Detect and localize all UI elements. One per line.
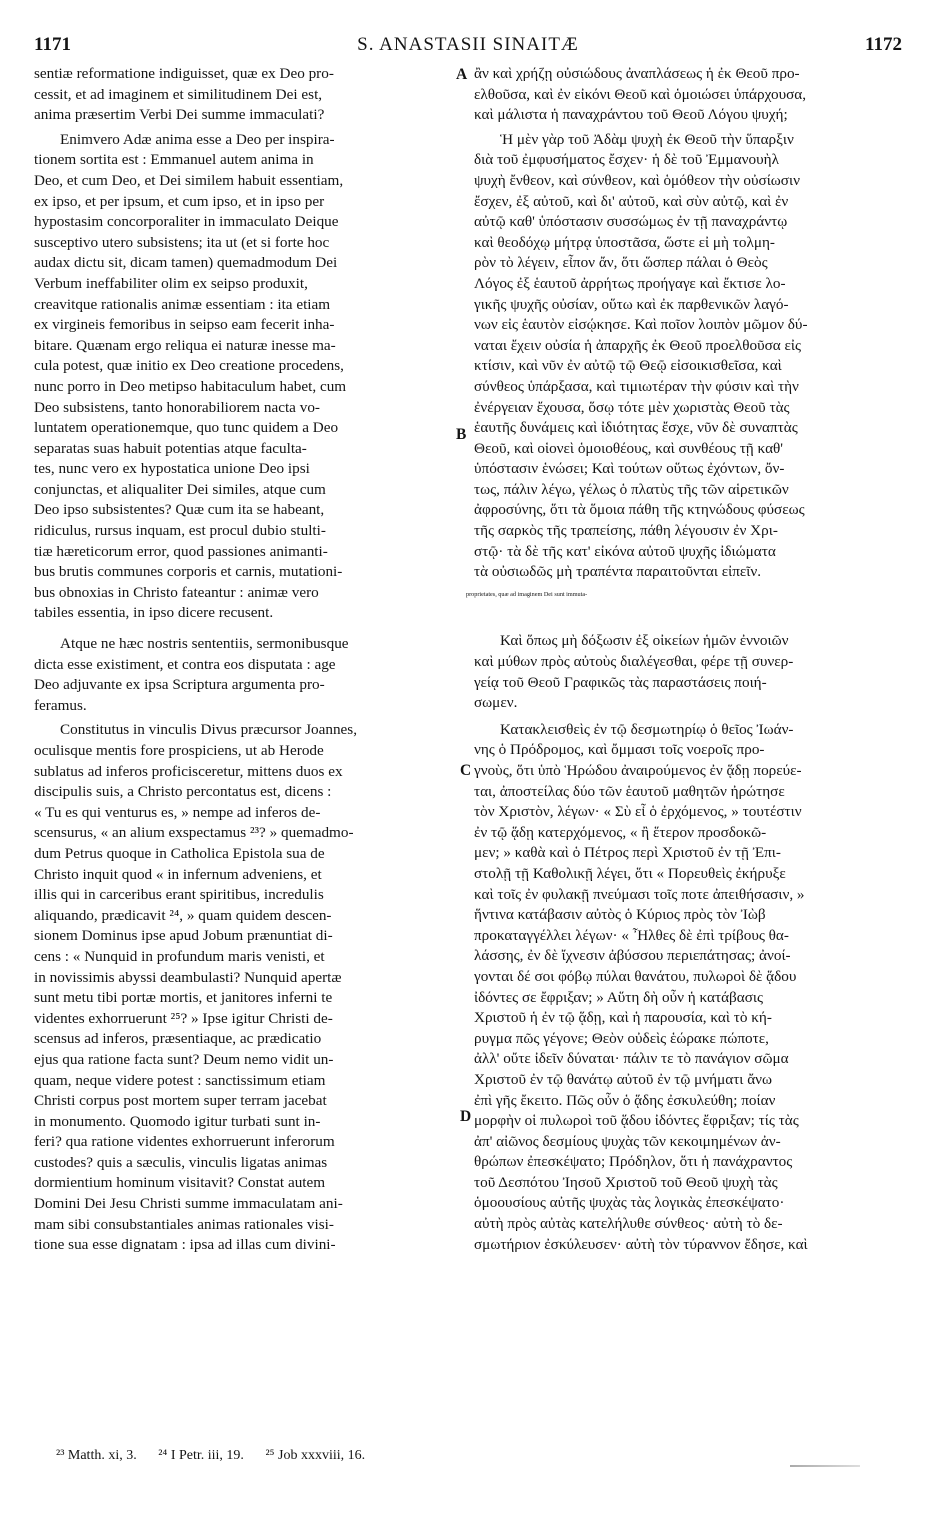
text-line: καὶ μάλιστα ἡ παναχράντου τοῦ Θεοῦ Λόγου ψυχή; xyxy=(474,106,788,124)
text-line: tabiles essentia, in ipso dicere recusent. xyxy=(34,604,274,622)
text-line: τὰ οὐσιωδῶς μὴ τραπέντα παραιτοῦνται εἰπεῖν. xyxy=(474,563,762,581)
text-line: luntatem operationemque, quo tunc quidem a Deo xyxy=(34,419,339,437)
text-line: ἐν τῷ ᾅδῃ κατερχόμενος, « ἢ ἕτερον προσδοκῶ- xyxy=(474,823,767,841)
text-line: ἀλλ' οὔτε ἰδεῖν δύναται· πάλιν τε τὸ πανάγιον σῶμα xyxy=(474,1050,789,1068)
greek-paragraph-2 xyxy=(474,130,898,583)
section-marker-d: D xyxy=(460,1108,472,1125)
text-line: διὰ τοῦ ἐμφυσήματος ἔσχεν· ἡ δὲ τοῦ Ἐμμανουὴλ xyxy=(474,151,779,169)
text-line: στῷ· τὰ δὲ τῆς κατ' εἰκόνα αὐτοῦ ψυχῆς ἰδιώματα xyxy=(474,542,776,560)
text-line: oculisque mentis fore prospiciens, ut ab Herode xyxy=(34,742,324,759)
text-line: sunt metu tibi portæ mortis, et janitores inferni te xyxy=(34,989,333,1007)
text-line: videntes exhorruerunt ²⁵? » Ipse igitur Christi de- xyxy=(34,1009,333,1027)
text-line: μορφὴν οἱ πυλωροὶ τοῦ ᾅδου ἰδόντες ἔφριξαν; τίς τὰς xyxy=(474,1112,799,1130)
text-line: σύνθεος ὑπάρξασα, καὶ τιμιωτέραν τὴν φύσιν καὶ τὴν xyxy=(474,377,799,395)
footnote-23: ²³ Matth. xi, 3. xyxy=(56,1448,137,1463)
text-line: ἥντινα κατάβασιν αὐτὸς ὁ Κύριος πρὸς τὸν Ἰὼβ xyxy=(474,906,766,924)
text-line: tiæ hæreticorum error, quod passiones animanti- xyxy=(34,542,328,560)
text-line: quam, neque videre potest : sanctissimum etiam xyxy=(34,1071,326,1089)
footnote-25: ²⁵ Job xxxviii, 16. xyxy=(265,1448,366,1463)
text-line: tione sua esse dignatam : ipsa ad illas cum divini- xyxy=(34,1236,336,1254)
page-header xyxy=(34,34,902,58)
text-line: sionem Dominus ipse apud Jobum prænuntiat di- xyxy=(34,927,333,945)
text-line: Christo inquit quod « in infernum adveniens, et xyxy=(34,865,322,883)
text-line: ἂν καὶ χρήζῃ οὐσιώδους ἀναπλάσεως ἡ ἐκ Θεοῦ προ- xyxy=(474,65,800,82)
text-line: τοῦ Δεσπότου Ἰησοῦ Χριστοῦ τοῦ Θεοῦ ψυχὴ τὰς xyxy=(474,1173,778,1191)
text-line: γονται δέ σοι φόβῳ πύλαι θανάτου, πυλωροὶ δὲ ᾅδου xyxy=(474,967,797,985)
column-number-left: 1171 xyxy=(34,34,71,55)
text-line: Καὶ ὅπως μὴ δόξωσιν ἐξ οἰκείων ἡμῶν ἐννοιῶν xyxy=(500,632,789,650)
text-line: καὶ θεοδόχῳ μήτρᾳ ὑποστᾶσα, ὥστε εἰ μὴ τολμη- xyxy=(474,233,775,251)
text-line: dum Petrus quoque in Catholica Epistola sua de xyxy=(34,844,325,862)
text-line: ἔσχεν, ἐξ αὐτοῦ, καὶ δι' αὐτοῦ, καὶ σὺν αὐτῷ, καὶ ἐν xyxy=(474,192,789,210)
section-marker-c: C xyxy=(460,762,472,779)
greek-paragraph-3 xyxy=(474,631,898,713)
text-line: ἑαυτῆς δυνάμεις καὶ ἰδιότητας ἔσχε, νῦν δὲ συναπτὰς xyxy=(474,419,798,437)
text-line: ἀπ' αἰῶνος δεσμίους ψυχὰς τῶν κεκοιμημένων ἀν- xyxy=(474,1132,781,1150)
text-line: Ἡ μὲν γὰρ τοῦ Ἀδὰμ ψυχὴ ἐκ Θεοῦ τὴν ὕπαρξιν xyxy=(500,130,794,148)
text-line: Christi corpus post mortem super terram jacebat xyxy=(34,1092,327,1110)
text-line: τῆς σαρκὸς τῆς τραπείσης, πάθη λέγουσιν ἐν Χρι- xyxy=(474,522,778,540)
text-line: tionem sortita est : Emmanuel autem anima in xyxy=(34,151,314,169)
text-line: ex virgineis femoribus in seipso eam fecerit inha- xyxy=(34,316,335,334)
text-line: Atque ne hæc nostris sententiis, sermonibusque xyxy=(60,635,349,653)
text-line: feramus. xyxy=(34,696,87,714)
latin-continuation-line: proprietates, quæ ad imaginem Dei sunt immuta- xyxy=(466,590,588,598)
greek-paragraph-4 xyxy=(474,720,898,1255)
text-line: conjunctas, et aliqualiter Dei similes, atque cum xyxy=(34,480,326,498)
text-line: sublatus ad inferos proficisceretur, mittens duos ex xyxy=(34,762,343,780)
text-line: dormientium hominum visitavit? Constat autem xyxy=(34,1174,326,1192)
text-line: ται, ἀποστείλας δύο τῶν ἑαυτοῦ μαθητῶν ἠρώτησε xyxy=(474,782,785,800)
text-line: μεν; » καθὰ καὶ ὁ Πέτρος περὶ Χριστοῦ ἐν τῇ Ἐπι- xyxy=(474,844,781,862)
text-line: in novissimis abyssi deambulasti? Nunquid apertæ xyxy=(34,968,342,986)
text-line: ρυγμα πῶς γέγονε; Θεὸν οὐδεὶς ἑώρακε πώποτε, xyxy=(474,1029,769,1047)
text-line: σμωτήριον ἐσκύλευσεν· αὐτὴ τὸν τύραννον ἔδησε, καὶ xyxy=(474,1235,808,1253)
text-line: Deo adjuvante ex ipsa Scriptura argumenta pro- xyxy=(34,676,325,694)
text-line: στολῇ τῇ Καθολικῇ λέγει, ὅτι « Πορευθεὶς ἐκήρυξε xyxy=(474,864,786,882)
text-line: λάσσης, ἐν δὲ ἴχνεσιν ἀβύσσου περιεπάτησας; ἀνοί- xyxy=(474,947,791,965)
latin-paragraph-2 xyxy=(34,130,454,624)
text-line: ἀφροσύνης, ὅτι τὰ ὅμοια πάθη τῆς κτηνώδους φύσεως xyxy=(474,501,805,519)
text-line: audax dictu sit, dicam tamen) quemadmodum Dei xyxy=(34,254,338,272)
text-line: Λόγος ἐξ ἑαυτοῦ ἀρρήτως προήγαγε καὶ ἔκτισε λο- xyxy=(474,274,786,292)
section-marker-b: B xyxy=(456,426,467,443)
text-line: ejus qua ratione facta sunt? Deum nemo vidit un- xyxy=(34,1050,334,1068)
text-line: anima præsertim Verbi Dei summe immaculati? xyxy=(34,106,325,124)
latin-paragraph-4 xyxy=(34,720,454,1255)
text-line: Deo ipso subsistentes? Quæ cum ita se habeant, xyxy=(34,501,325,519)
text-line: προκαταγγέλλει λέγων· « Ἦλθες δὲ ἐπὶ τρίβους θα- xyxy=(474,926,789,944)
latin-paragraph-3 xyxy=(34,634,454,716)
text-line: Verbum ineffabiliter olim ex seipso produxit, xyxy=(34,274,308,292)
text-line: Χριστοῦ ἐν τῷ θανάτῳ αὐτοῦ ἐν τῷ μνήματι ἄνω xyxy=(474,1070,773,1088)
text-line: hypostasim concorporaliter in immaculato Deique xyxy=(34,213,339,231)
text-line: creavitque rationalis animæ essentiam : ita etiam xyxy=(34,295,331,313)
text-line: ὁμοουσίους αὐτῆς ψυχὰς τὰς λογικὰς ἐπεσκέψατο· xyxy=(474,1194,785,1212)
text-line: dicta esse existiment, et contra eos disputata : age xyxy=(34,655,336,673)
text-line: ρὸν τὸ λέγειν, εἶπον ἄν, ὅτι ὥσπερ πάλαι ὁ Θεὸς xyxy=(474,254,768,272)
text-line: ἐπὶ γῆς ἔκειτο. Πῶς οὖν ὁ ᾅδης ἐσκυλεύθη; ποίαν xyxy=(474,1091,776,1109)
text-line: scensus ad inferos, præsentiaque, ac prædicatio xyxy=(34,1030,322,1048)
text-line: γικῆς ψυχῆς οὐσίαν, οὕτω καὶ ἐκ παρθενικῶν λαγό- xyxy=(474,295,789,313)
text-line: κτίσιν, καὶ νῦν ἐν αὐτῷ τῷ Θεῷ εἰσοικισθεῖσα, καὶ xyxy=(474,357,782,375)
text-line: γείᾳ τοῦ Θεοῦ Γραφικῶς τὰς παραστάσεις ποιή- xyxy=(474,673,767,691)
text-line: cessit, et ad imaginem et similitudinem Dei est, xyxy=(34,85,323,103)
text-line: separatas suas habuit potentias atque faculta- xyxy=(34,439,307,457)
text-line: γνοὺς, ὅτι ὑπὸ Ἡρώδου ἀναιρούμενος ἐν ᾅδῃ πορεύε- xyxy=(474,762,802,779)
text-line: Θεοῦ, καὶ οἱονεὶ ὁμοιοθέους, καὶ συνθέους τῇ καθ' xyxy=(474,439,784,457)
text-line: σωμεν. xyxy=(474,694,518,712)
text-line: « Tu es qui venturus es, » nempe ad inferos de- xyxy=(34,803,321,821)
text-line: in monumento. Quomodo igitur turbati sunt in- xyxy=(34,1112,321,1130)
text-line: Constitutus in vinculis Divus præcursor Joannes, xyxy=(60,721,357,739)
text-line: ἐνέργειαν ἔχουσα, ὅσῳ τότε μὲν χωριστὰς Θεοῦ τὰς xyxy=(474,398,790,416)
text-line: ελθοῦσα, καὶ ἐν εἰκόνι Θεοῦ καὶ ὁμοιώσει ὑπάρχουσα, xyxy=(474,85,807,103)
text-line: καὶ μύθων πρὸς αὐτοὺς διαλέγεσθαι, φέρε τῇ συνερ- xyxy=(474,653,794,671)
text-line: αὐτῷ καθ' ὑπόστασιν συσσώμως ἐν τῇ παναχράντῳ xyxy=(474,213,788,231)
text-line: custodes? quis a sæculis, vinculis ligatas animas xyxy=(34,1153,328,1171)
text-line: ἰδόντες σε ἔφριξαν; » Αὕτη δὴ οὖν ἡ κατάβασις xyxy=(474,988,764,1006)
latin-paragraph-1 xyxy=(34,64,454,126)
text-line: ex ipso, et per ipsum, et cum ipso, et in ipso per xyxy=(34,192,325,210)
text-line: ridiculus, rursus inquam, est procul dubio stulti- xyxy=(34,522,326,540)
text-line: Domini Dei Jesu Christi summe immaculatam ani- xyxy=(34,1195,343,1213)
text-line: ὑπόστασιν ἑνώσει; Καὶ τούτων οὕτως ἐχόντων, ὄν- xyxy=(474,460,785,478)
text-line: θρώπων ἐπεσκέψατο; Πρόδηλον, ὅτι ἡ πανάχραντος xyxy=(474,1153,793,1171)
text-line: mam sibi consubstantiales animas rationales visi- xyxy=(34,1215,334,1233)
text-line: nunc porro in Deo metipso habitaculum habet, cum xyxy=(34,377,347,395)
text-line: bus brutis communes corporis et carnis, mutationi- xyxy=(34,563,343,581)
greek-column xyxy=(466,64,898,1255)
text-line: νης ὁ Πρόδρομος, καὶ ὄμμασι τοῖς νοεροῖς προ- xyxy=(474,741,765,759)
text-line: ψυχὴ ἔνθεον, καὶ σύνθεον, καὶ ὁμόθεον τὴν οὐσίωσιν xyxy=(474,171,800,189)
text-line: aliquando, prædicavit ²⁴, » quam quidem descen- xyxy=(34,906,332,924)
text-line: ναται ἔχειν οὐσία ἡ ἀπαρχῆς ἐκ Θεοῦ προελθοῦσα εἰς xyxy=(474,336,802,354)
text-line: susceptivo utero subsistens; ita ut (et si forte hoc xyxy=(34,233,330,251)
column-number-right: 1172 xyxy=(865,34,902,55)
text-line: τως, πάλιν λέγω, γέλως ὁ πλατὺς τῆς τῶν αἱρετικῶν xyxy=(474,480,789,498)
text-line: bus obnoxias in Christo fateantur : animæ vero xyxy=(34,583,319,601)
greek-paragraph-1 xyxy=(474,64,898,126)
text-line: νων εἰς ἑαυτὸν εἰσῴκησε. Καὶ ποῖον λοιπὸν μῶμον δύ- xyxy=(474,316,808,334)
section-marker-a: A xyxy=(456,66,468,83)
text-line: scensurus, « an alium exspectamus ²³? » quemadmo- xyxy=(34,824,354,842)
text-line: Enimvero Adæ anima esse a Deo per inspira- xyxy=(60,130,335,148)
print-smudge xyxy=(790,1465,860,1467)
text-line: cens : « Nunquid in profundum maris venisti, et xyxy=(34,947,325,965)
footnotes xyxy=(56,1448,383,1464)
text-line: Deo, et cum Deo, et Dei similem habuit essentiam, xyxy=(34,171,344,189)
text-line: feri? qua ratione videntes exhorruerunt inferorum xyxy=(34,1133,335,1151)
text-line: καὶ τοῖς ἐν φυλακῇ πνεύμασι τοῖς ποτε ἀπειθήσασιν, » xyxy=(474,885,805,903)
text-line: αὐτὴ πρὸς αὐτὰς κατελήλυθε σύνθεος· αὐτὴ τὸ δε- xyxy=(474,1215,783,1233)
text-line: tes, nunc vero ex hypostatica unione Deo ipsi xyxy=(34,460,310,478)
text-line: cula potest, quæ initio ex Deo creatione procedens, xyxy=(34,357,344,375)
latin-column xyxy=(34,64,454,1256)
text-line: Χριστοῦ ἡ ἐν τῷ ᾅδῃ, καὶ ἡ παρουσία, καὶ τὸ κή- xyxy=(474,1009,772,1027)
text-line: discipulis suis, a Christo percontatus est, dicens : xyxy=(34,783,332,801)
text-line: Deo subsistens, tanto honorabiliorem nacta vo- xyxy=(34,398,320,416)
text-line: bitare. Quænam ergo reliqua ei naturæ inesse ma- xyxy=(34,336,336,354)
text-line: illis qui in carceribus erant spiritibus, incredulis xyxy=(34,886,324,904)
text-line: τὸν Χριστὸν, λέγων· « Σὺ εἶ ὁ ἐρχόμενος, » τουτέστιν xyxy=(474,803,802,821)
text-line: sentiæ reformatione indiguisset, quæ ex Deo pro- xyxy=(34,65,334,82)
running-title: S. ANASTASII SINAITÆ xyxy=(357,34,579,55)
footnote-24: ²⁴ I Petr. iii, 19. xyxy=(158,1448,244,1463)
text-line: Κατακλεισθεὶς ἐν τῷ δεσμωτηρίῳ ὁ θεῖος Ἰωάν- xyxy=(500,720,794,738)
